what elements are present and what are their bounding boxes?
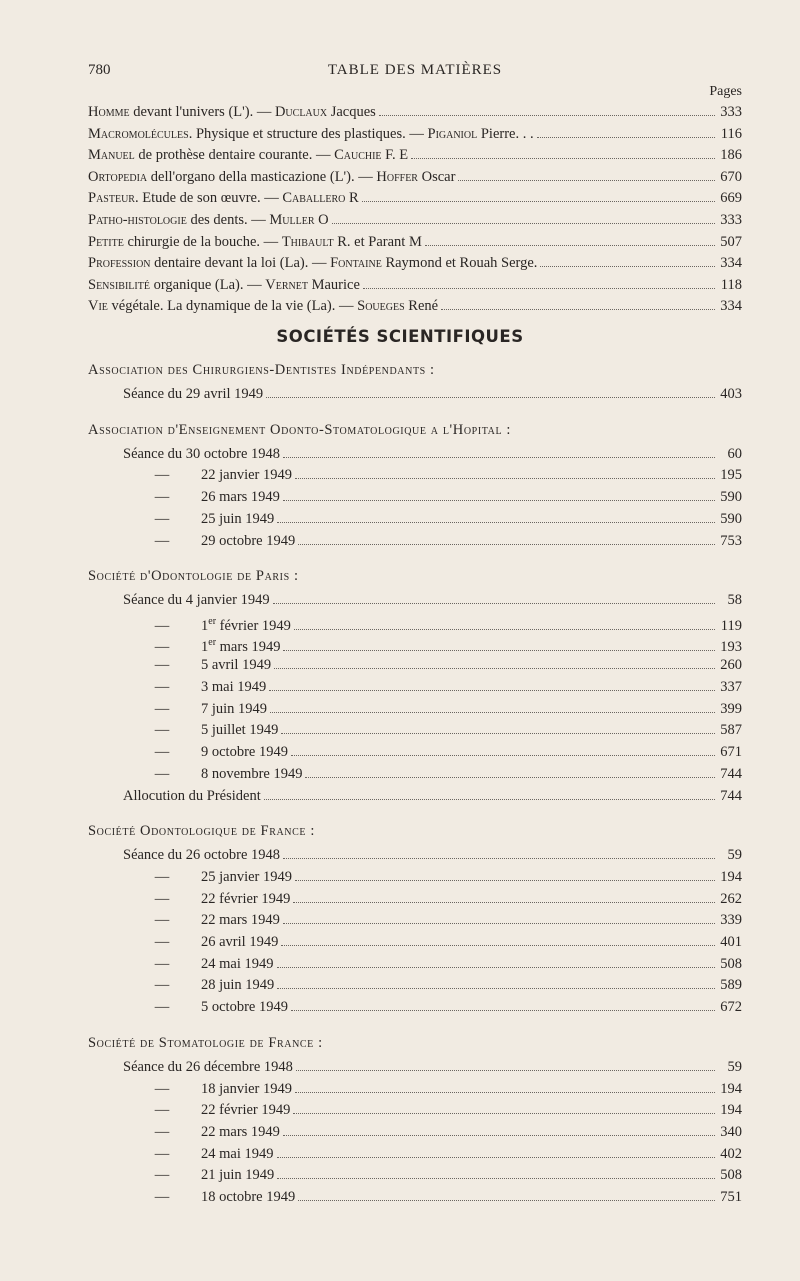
book-author-rest: F. E [381, 147, 409, 164]
page-reference: 58 [727, 592, 742, 609]
ditto-dash: — [154, 868, 170, 885]
session-label [123, 1187, 295, 1207]
book-keyword: Patho-histologie [88, 212, 187, 228]
session-label [123, 867, 292, 887]
page-reference: 744 [720, 765, 742, 782]
book-keyword: Manuel [88, 147, 135, 164]
page-reference: 118 [720, 276, 742, 293]
dot-leader [283, 649, 715, 651]
book-author: Caballero [282, 190, 346, 207]
dot-leader [296, 1069, 715, 1071]
page-reference: 590 [720, 489, 742, 506]
ditto-dash: — [154, 1080, 170, 1097]
book-title: devant l'univers (L'). — [129, 104, 275, 120]
page-reference: 262 [720, 890, 742, 907]
book-entry [88, 210, 742, 230]
society-heading: Association d'Enseignement Odonto-Stomatologique a l'Hopital : [88, 421, 512, 438]
session-date: 5 avril 1949 [201, 657, 272, 674]
session-date: Séance du 26 décembre 1948 [123, 1058, 293, 1075]
session-label [123, 487, 280, 507]
dot-leader [379, 114, 715, 116]
page-reference: 751 [720, 1189, 742, 1205]
book-keyword: Pasteur [88, 190, 135, 207]
session-date: 24 mai 1949 [201, 955, 274, 972]
book-author: Soueges [357, 298, 405, 315]
session-label [123, 845, 280, 865]
session-date: Séance du 4 janvier 1949 [123, 592, 270, 609]
session-entry [123, 612, 742, 632]
dot-leader [281, 944, 715, 946]
page-reference: 60 [727, 445, 742, 462]
book-entry-text [88, 124, 534, 144]
dot-leader [294, 628, 715, 630]
page-reference: 508 [720, 955, 742, 972]
book-title: chirurgie de la bouche. — [123, 233, 282, 250]
ditto-dash: — [154, 489, 170, 506]
society-heading: Association des Chirurgiens-Dentistes Indépendants : [88, 362, 435, 378]
session-entry [123, 1079, 742, 1099]
dot-leader [283, 456, 715, 458]
page-reference: 753 [720, 532, 742, 549]
session-label [123, 954, 274, 974]
ditto-dash: — [154, 1102, 170, 1119]
session-label [123, 742, 288, 762]
book-author: Fontaine [330, 255, 382, 272]
dot-leader [281, 732, 715, 734]
book-author-rest: Pierre. . . [477, 125, 534, 142]
dot-leader [295, 477, 715, 479]
session-entry [123, 444, 742, 464]
book-author-rest: René [404, 298, 439, 315]
book-author-rest: R. et Parant M [333, 233, 422, 250]
dot-leader [277, 521, 715, 523]
session-label [123, 932, 278, 952]
book-entry [88, 296, 742, 316]
session-entry [123, 1100, 742, 1120]
book-entry-text [88, 232, 422, 252]
session-label [123, 384, 263, 404]
session-date: 25 janvier 1949 [201, 868, 293, 885]
book-author-rest: Raymond et Rouah Serge. [381, 255, 538, 272]
ditto-dash: — [154, 934, 170, 950]
session-label [123, 889, 290, 909]
session-entry [123, 975, 742, 995]
ditto-dash: — [154, 1167, 170, 1184]
dot-leader [298, 543, 715, 545]
ditto-dash: — [154, 700, 170, 717]
ditto-dash: — [154, 657, 170, 674]
book-keyword: Macromolécules [88, 125, 189, 142]
book-title: dentaire devant la loi (La). — [150, 255, 331, 272]
session-label [123, 1079, 292, 1099]
dot-leader [425, 244, 715, 246]
session-label [123, 612, 291, 636]
dot-leader [293, 901, 715, 903]
session-label [123, 465, 292, 485]
dot-leader [411, 157, 715, 159]
session-entry [123, 889, 742, 909]
session-entry [123, 384, 742, 404]
book-entry [88, 188, 742, 208]
book-title: organique (La). — [149, 276, 266, 293]
page-reference: 333 [720, 212, 742, 228]
session-date: 7 juin 1949 [201, 700, 268, 717]
book-entry [88, 124, 742, 144]
session-entry [123, 487, 742, 507]
page-reference: 339 [720, 912, 742, 929]
book-entry [88, 253, 742, 273]
dot-leader [277, 966, 716, 968]
ordinal-suffix: er [208, 637, 217, 649]
session-label [123, 634, 280, 658]
dot-leader [362, 200, 715, 202]
session-entry [123, 677, 742, 697]
session-label [123, 910, 280, 930]
session-entry [123, 954, 742, 974]
page-reference: 589 [720, 977, 742, 994]
session-date: 18 janvier 1949 [201, 1080, 293, 1097]
session-entry [123, 910, 742, 930]
book-author-rest: Jacques [327, 104, 376, 120]
session-entry [123, 764, 742, 784]
session-entry [123, 509, 742, 529]
book-entry [88, 102, 742, 122]
page-reference: 669 [720, 190, 742, 207]
book-author-rest: Maurice [307, 276, 360, 293]
book-author: Muller [269, 212, 315, 228]
session-date: 8 novembre 1949 [201, 765, 303, 782]
session-entry [123, 1187, 742, 1207]
session-entry [123, 699, 742, 719]
dot-leader [295, 879, 715, 881]
book-entry-text [88, 102, 376, 122]
dot-leader [441, 308, 715, 310]
session-entry [123, 1165, 742, 1185]
page-reference: 260 [720, 657, 742, 674]
book-author-rest: O [314, 212, 329, 228]
session-label [123, 655, 271, 675]
ditto-dash: — [154, 467, 170, 484]
session-entry [123, 590, 742, 610]
book-title: végétale. La dynamique de la vie (La). — [107, 298, 358, 315]
page-reference: 116 [720, 125, 742, 142]
book-keyword: Sensibilité [88, 276, 150, 293]
page-reference: 337 [720, 679, 742, 695]
page-reference: 403 [720, 386, 742, 402]
ditto-dash: — [154, 999, 170, 1016]
dot-leader [266, 396, 715, 398]
session-label [123, 997, 288, 1017]
session-date: 24 mai 1949 [201, 1145, 274, 1162]
book-author: Thibault [281, 233, 334, 250]
session-entry [123, 465, 742, 485]
book-entry-text [88, 145, 408, 165]
ditto-dash: — [154, 744, 170, 761]
page-reference: 194 [720, 868, 742, 885]
dot-leader [283, 922, 715, 924]
page-reference: 194 [720, 1102, 742, 1119]
session-entry [123, 531, 742, 551]
session-label [123, 975, 274, 995]
session-label [123, 786, 261, 806]
society-heading: Société Odontologique de France : [88, 823, 315, 840]
dot-leader [298, 1199, 715, 1201]
dot-leader [270, 711, 715, 713]
book-keyword: Petite [88, 233, 124, 250]
page-reference: 340 [720, 1123, 742, 1140]
session-date: 21 juin 1949 [201, 1167, 275, 1184]
session-date: 26 avril 1949 [201, 934, 279, 950]
page-header [88, 62, 742, 99]
page-reference: 590 [720, 510, 742, 527]
ditto-dash: — [154, 532, 170, 549]
book-entry-text [88, 253, 537, 273]
ditto-dash: — [154, 1189, 170, 1205]
session-label [123, 677, 266, 697]
session-entry [123, 720, 742, 740]
session-date: 1er février 1949 [201, 615, 291, 634]
session-date: 3 mai 1949 [201, 679, 267, 695]
session-date: 22 janvier 1949 [201, 467, 293, 484]
page-reference: 334 [720, 255, 742, 272]
book-entry-text [88, 188, 359, 208]
dot-leader [332, 222, 715, 224]
book-entry [88, 232, 742, 252]
session-label [123, 1100, 290, 1120]
dot-leader [363, 287, 715, 289]
page-reference: 672 [720, 999, 742, 1016]
dot-leader [295, 1091, 715, 1093]
dot-leader [283, 499, 715, 501]
page-reference: 333 [720, 104, 742, 120]
book-author-rest: R [345, 190, 359, 207]
page-reference: 401 [720, 934, 742, 950]
book-keyword: Vie [88, 298, 108, 315]
dot-leader [283, 1134, 715, 1136]
dot-leader [264, 798, 715, 800]
ditto-dash: — [154, 679, 170, 695]
session-date: 28 juin 1949 [201, 977, 275, 994]
session-date: 26 mars 1949 [201, 489, 280, 506]
page-number: 780 [88, 62, 111, 78]
dot-leader [269, 689, 715, 691]
ditto-dash: — [154, 765, 170, 782]
book-title: . Physique et structure des plastiques. — [188, 125, 428, 142]
book-entry-text [88, 296, 438, 316]
book-title: dell'organo della masticazione (L'). — [147, 168, 377, 185]
session-label [123, 1122, 280, 1142]
ditto-dash: — [154, 890, 170, 907]
session-entry [123, 867, 742, 887]
session-label [123, 699, 267, 719]
session-date: 9 octobre 1949 [201, 744, 288, 761]
page-reference: 193 [720, 639, 742, 656]
page-reference: 744 [720, 787, 742, 804]
society-heading: Société de Stomatologie de France : [88, 1034, 323, 1051]
page-reference: 402 [720, 1145, 742, 1162]
running-title: TABLE DES MATIÈRES [327, 62, 503, 78]
book-title: de prothèse dentaire courante. — [134, 147, 335, 164]
session-entry [123, 932, 742, 952]
dot-leader [537, 136, 715, 138]
session-date: Allocution du Président [123, 787, 261, 804]
page-reference: 194 [720, 1080, 742, 1097]
dot-leader [277, 987, 715, 989]
dot-leader [305, 776, 715, 778]
book-entry [88, 167, 742, 187]
session-date: 18 octobre 1949 [201, 1189, 296, 1205]
session-date: 22 février 1949 [201, 1102, 291, 1119]
page-reference: 119 [720, 617, 742, 634]
session-label [123, 720, 278, 740]
page-reference: 508 [720, 1167, 742, 1184]
book-author-rest: Oscar [417, 168, 456, 185]
dot-leader [291, 1009, 715, 1011]
dot-leader [277, 1156, 716, 1158]
book-title: des dents. — [186, 212, 270, 228]
ditto-dash: — [154, 1123, 170, 1140]
page-reference: 671 [720, 744, 742, 761]
ditto-dash: — [154, 912, 170, 929]
session-label [123, 1144, 274, 1164]
session-date: Séance du 30 octobre 1948 [123, 445, 281, 462]
book-entry [88, 275, 742, 295]
session-label [123, 509, 274, 529]
session-date: 22 mars 1949 [201, 912, 280, 929]
ditto-dash: — [154, 722, 170, 739]
book-entry-text [88, 210, 329, 230]
book-keyword: Profession [88, 255, 151, 272]
session-entry [123, 634, 742, 654]
page-reference: 334 [720, 298, 742, 315]
session-label [123, 1165, 274, 1185]
session-entry [123, 1122, 742, 1142]
page-reference: 59 [727, 847, 742, 864]
book-entry-text [88, 167, 455, 187]
dot-leader [273, 602, 715, 604]
book-title: . Etude de son œuvre. — [134, 190, 283, 207]
session-date: 29 octobre 1949 [201, 532, 296, 549]
page-reference: 399 [720, 700, 742, 717]
session-label [123, 531, 295, 551]
session-label [123, 590, 270, 610]
book-entry-text [88, 275, 360, 295]
dot-leader [274, 667, 715, 669]
session-date: 1er mars 1949 [201, 637, 281, 656]
ditto-dash: — [154, 977, 170, 994]
ordinal-suffix: er [208, 615, 217, 627]
session-label [123, 444, 280, 464]
ditto-dash: — [154, 510, 170, 527]
session-date: Séance du 26 octobre 1948 [123, 847, 281, 864]
book-author: Duclaux [274, 104, 328, 120]
session-entry [123, 655, 742, 675]
society-heading: Société d'Odontologie de Paris : [88, 568, 299, 585]
dot-leader [293, 1112, 715, 1114]
dot-leader [458, 179, 715, 181]
session-entry [123, 997, 742, 1017]
page-reference: 59 [727, 1058, 742, 1075]
book-author: Cauchie [334, 147, 382, 164]
pages-column-label: Pages [709, 84, 742, 99]
ditto-dash: — [154, 955, 170, 972]
book-author: Piganiol [427, 125, 478, 142]
book-author: Vernet [265, 276, 308, 293]
session-date: Séance du 29 avril 1949 [123, 386, 264, 402]
session-date: 25 juin 1949 [201, 510, 275, 527]
dot-leader [277, 1177, 715, 1179]
session-entry [123, 1057, 742, 1077]
book-entry [88, 145, 742, 165]
page-reference: 587 [720, 722, 742, 739]
session-label [123, 1057, 293, 1077]
dot-leader [540, 265, 715, 267]
section-title: SOCIÉTÉS SCIENTIFIQUES [276, 327, 524, 346]
dot-leader [283, 857, 715, 859]
book-author: Hoffer [376, 168, 418, 185]
ditto-dash: — [154, 1145, 170, 1162]
session-entry [123, 786, 742, 806]
ditto-dash: — [154, 617, 170, 634]
dot-leader [291, 754, 715, 756]
book-keyword: Ortopedia [88, 168, 148, 185]
session-entry [123, 742, 742, 762]
ditto-dash: — [154, 639, 170, 656]
session-date: 22 février 1949 [201, 890, 291, 907]
page-reference: 507 [720, 233, 742, 250]
page-reference: 670 [720, 168, 742, 185]
session-date: 22 mars 1949 [201, 1123, 280, 1140]
session-entry [123, 1144, 742, 1164]
page-reference: 195 [720, 467, 742, 484]
session-date: 5 juillet 1949 [201, 722, 279, 739]
page-reference: 186 [720, 147, 742, 164]
book-keyword: Homme [88, 104, 130, 120]
session-label [123, 764, 302, 784]
session-date: 5 octobre 1949 [201, 999, 288, 1016]
session-entry [123, 845, 742, 865]
